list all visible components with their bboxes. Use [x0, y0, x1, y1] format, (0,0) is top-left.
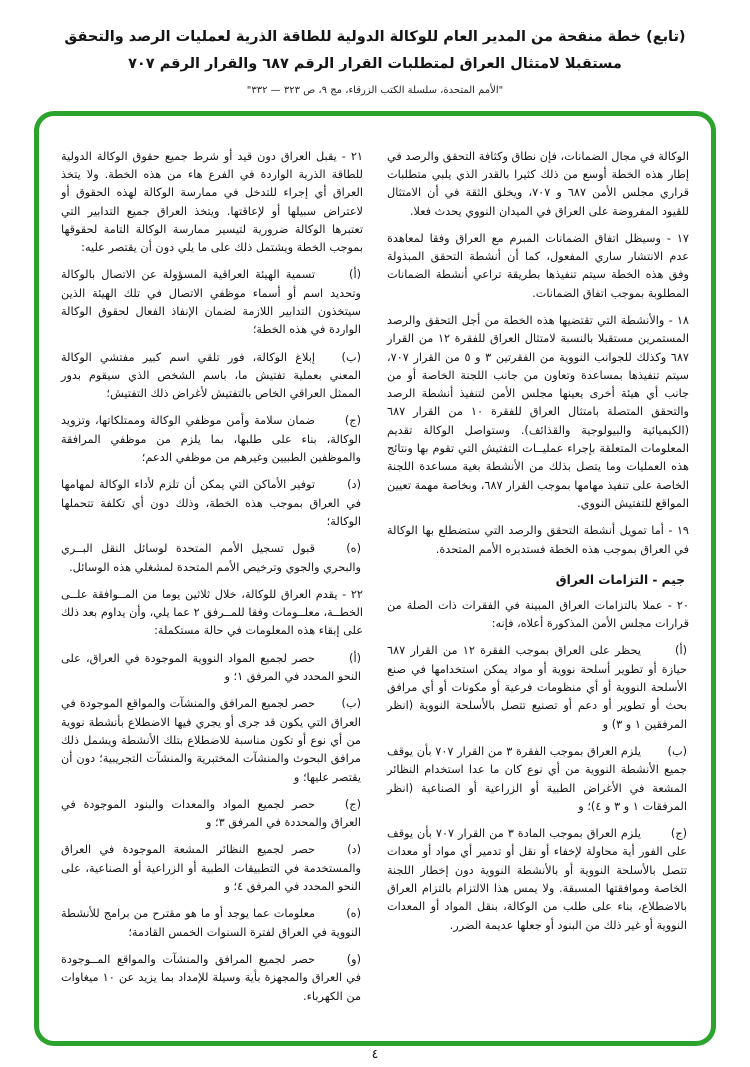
- header-source-line: "الأمم المتحدة، سلسلة الكتب الزرقاء، مج ٩، ص ٣٢٣ — ٣٣٢": [246, 84, 504, 96]
- list-item-20c: [387, 825, 689, 935]
- header-title-line2: مستقبلا لامتثال العراق لمتطلبات القرار الرقم ٦٨٧ والقرار الرقم ٧٠٧: [128, 55, 622, 72]
- item-text: يلزم العراق بموجب المادة ٣ من القرار ٧٠٧ بأن يوقف على الفور أية محاولة لإخفاء أو نقل أو تدمير أي مواد أو معدات تتصل بالأسلحة النووية أو بالأنشطة النووية دون إخطار اللجنة الخاصة وموافقتها المسبقة. ولا يمس هذا الالتزام بالتزام العراق بالاضطلاع، بناء على طلب من الوكالة، بنقل المواد أو المعدات النووية أو غير ذلك من البنود أو جعلها عديمة الضرر.: [387, 827, 687, 932]
- list-item-21b: [61, 349, 363, 404]
- item-text: قبول تسجيل الأمم المتحدة لوسائل النقل البــري والبحري والجوي وترخيص الأمم المتحدة لمشغلي هذه الوسائل.: [61, 542, 361, 574]
- item-text: حصر لجميع المواد والمعدات والبنود الموجودة في العراق والمحددة في المرفق ٣؛ و: [61, 797, 361, 830]
- list-item-21c: [61, 412, 363, 467]
- item-marker: (ج): [670, 827, 688, 841]
- paragraph-19: ١٩ - أما تمويل أنشطة التحقق والرصد التي ستضطلع بها الوكالة في العراق بموجب هذه الخطة فستدبره الأمم المتحدة.: [387, 524, 689, 556]
- content-frame: [34, 111, 716, 1046]
- item-marker: (أ): [349, 651, 361, 665]
- item-marker: (و): [346, 952, 361, 966]
- list-item-20b: [387, 743, 689, 816]
- item-text: حصر لجميع المرافق والمنشآت والمواقع الموجودة في العراق التي يكون قد جرى أو يجري فيها الاضطلاع بأنشطة نووية من أي نوع أو تكون مناسبة للاضطلاع بتلك الأنشطة ويشمل ذلك مرافق البحوث والمنشآت المختبرية والمنشآت التجريبية؛ دون أن يقتصر عليها؛ و: [61, 697, 361, 784]
- item-text: ضمان سلامة وأمن موظفي الوكالة وممتلكاتها، وتزويد الوكالة، بناء على طلبها، بما يلزم من موظفي المرافقة والموظفين الطبيين وغيرهم من موظفي الدعم؛: [61, 414, 361, 465]
- header-title-line1: (تابع) خطة منقحة من المدير العام للوكالة الدولية للطاقة الذرية لعمليات الرصد والتحقق: [64, 29, 686, 45]
- list-item-22b: [61, 695, 363, 786]
- item-text: توفير الأماكن التي يمكن أن تلزم لأداء الوكالة لمهامها في العراق بموجب هذه الخطة، وذلك دون أي تكلفة تتحملها الوكالة؛: [61, 478, 361, 528]
- item-marker: (ه): [346, 542, 361, 556]
- item-text: معلومات عما يوجد أو ما هو مقترح من برامج للأنشطة النووية في العراق لفترة السنوات الخمس القادمة؛: [61, 907, 361, 939]
- paragraph-21: ٢١ - يقبل العراق دون قيد أو شرط جميع حقوق الوكالة الدولية للطاقة الذرية الواردة في الفرع هاء من هذه الخطة. ولا يتخذ العراق أي إجراء للتدخل في ممارسة الوكالة لهذه الحقوق أو لاعتراض سبيلها أو لإعاقتها. ويتخذ العراق جميع التدابير التي تعتبرها الوكالة ضرورية لتيسير ممارسة الوكالة التامة لحقوقها بموجب الخطة ويشتمل ذلك على ما يلي دون أن يقتصر عليه:: [61, 149, 363, 255]
- two-column-layout: [61, 148, 689, 1015]
- document-header: [0, 0, 750, 96]
- list-item-21d: [61, 476, 363, 531]
- item-text: يحظر على العراق بموجب الفقرة ١٢ من القرار ٦٨٧ حيازة أو تطوير أسلحة نووية أو مواد يمكن استخدامها في صنع الأسلحة النووية أو أي منظومات فرعية أو مكونات أو أي مرافق بحث أو تطوير أو دعم أو تصنيع تتصل بالأسلحة النووية (انظر المرفقين ١ و ٣) و: [387, 644, 687, 731]
- item-marker: (د): [347, 478, 361, 492]
- item-marker: (ب): [667, 744, 687, 758]
- list-item-22d: [61, 841, 363, 896]
- column-right: [387, 148, 689, 1015]
- item-text: إبلاغ الوكالة، فور تلقي اسم كبير مفتشي الوكالة المعني بعملية تفتيش ما، باسم الشخص الذي سيقوم بدور الممثل العراقي الخاص بالتفتيش لأغراض ذلك التفتيش؛: [61, 350, 361, 401]
- item-marker: (ب): [341, 350, 361, 364]
- item-marker: (أ): [349, 268, 361, 282]
- list-item-20a: [387, 642, 689, 733]
- paragraph-17: ١٧ - وسيظل اتفاق الضمانات المبرم مع العراق وفقا لمعاهدة عدم الانتشار ساري المفعول، كما أن أنشطة التحقق المبذولة وفق هذه الخطة سيتم تنفيذها بطريقة تراعي أنشطة الضمانات المطلوبة بموجب اتفاق الضمانات.: [387, 231, 689, 300]
- item-text: حصر لجميع المواد النووية الموجودة في العراق، على النحو المحدد في المرفق ١؛ و: [61, 651, 361, 684]
- list-item-22e: [61, 905, 363, 942]
- paragraph-22: ٢٢ - يقدم العراق للوكالة، خلال ثلاثين يوما من المــوافقة علــى الخطــة، معلــومات وفقا للمــرفق ٢ عما يلي، وأن يداوم بعد ذلك على إبقاء هذه المعلومات في حالة مستكملة:: [61, 587, 363, 638]
- paragraph-continuation: الوكالة في مجال الضمانات، فإن نطاق وكثافة التحقق والرصد في إطار هذه الخطة أوسع من ذلك كثيرا بالقدر الذي يلبي متطلبات قراري مجلس الأمن ٦٨٧ و ٧٠٧، ويخلق الثقة في أن الامتثال للقيود المفروضة على العراق في الميدان النووي يحدث فعلا.: [386, 149, 689, 218]
- item-marker: (ج): [344, 414, 361, 428]
- section-heading-jim: جيم - التزامات العراق: [555, 572, 685, 587]
- paragraph-20: ٢٠ - عملا بالتزامات العراق المبينة في الفقرات ذات الصلة من قرارات مجلس الأمن المذكورة أعلاه، فإنه:: [387, 598, 689, 631]
- item-marker: (أ): [675, 644, 687, 658]
- item-text: حصر لجميع المرافق والمنشآت والمواقع المــوجودة في العراق والمجهزة بأية وسيلة للإمداد بما يزيد عن ١٠ ميغاوات من الكهرباء.: [61, 952, 361, 1003]
- item-text: تسمية الهيئة العراقية المسؤولة عن الاتصال بالوكالة وتحديد اسم أو أسماء موظفي الاتصال في تلك الهيئة الذين سيتخذون التدابير اللازمة لضمان الإنفاذ الفعال لحقوق الوكالة الواردة في هذه الخطة؛: [61, 268, 361, 337]
- list-item-21e: [61, 540, 363, 577]
- item-marker: (ه): [346, 907, 361, 921]
- item-marker: (ب): [341, 697, 361, 711]
- list-item-21a: [61, 266, 363, 339]
- item-text: حصر لجميع النظائر المشعة الموجودة في العراق والمستخدمة في التطبيقات الطبية أو الزراعية أو الصناعية، على النحو المحدد في المرفق ٤؛ و: [61, 843, 361, 894]
- item-text: يلزم العراق بموجب الفقرة ٣ من القرار ٧٠٧ بأن يوقف جميع الأنشطة النووية من أي نوع كان ما عدا استخدام النظائر المشعة في الأغراض الطبية أو الزراعية أو الصناعية (انظر المرفقات ١ و ٣ و ٤)؛ و: [387, 744, 687, 813]
- list-item-22c: [61, 796, 363, 833]
- paragraph-18: ١٨ - والأنشطة التي تقتضيها هذه الخطة من أجل التحقق والرصد المستمرين مستقبلا بالنسبة لامتثال العراق للفقرة ١٢ من القرار ٦٨٧ وكذلك للجوانب النووية من الفقرتين ٣ و ٥ من القرار ٧٠٧، سيتم تنفيذها بمساعدة وتعاون من جانب اللجنة الخاصة أو من جانب أي هيئة أخرى يعينها مجلس الأمن لتنفيذ أنشطة الرصد والتحقق المتصلة بامتثال العراق للفقرة ١٠ من القرار ٦٨٧ (الكيميائية والبيولوجية والقذائف). وستواصل الوكالة تقديم المعلومات المتعلقة بإجراء عمليــات التفتيش التي تقوم بها ونتائج هذه العمليات وما يتصل بذلك من الأنشطة بغية مساعدة اللجنة الخاصة على تنفيذ مهامها بموجب القرار ٦٨٧، وبخاصة مهمة تعيين المواقع للتفتيش النووي.: [387, 314, 690, 510]
- list-item-22f: [61, 951, 363, 1006]
- item-marker: (د): [347, 843, 361, 857]
- list-item-22a: [61, 650, 363, 687]
- item-marker: (ج): [344, 797, 361, 811]
- page-number: ٤: [371, 1046, 379, 1061]
- column-left: [61, 148, 363, 1015]
